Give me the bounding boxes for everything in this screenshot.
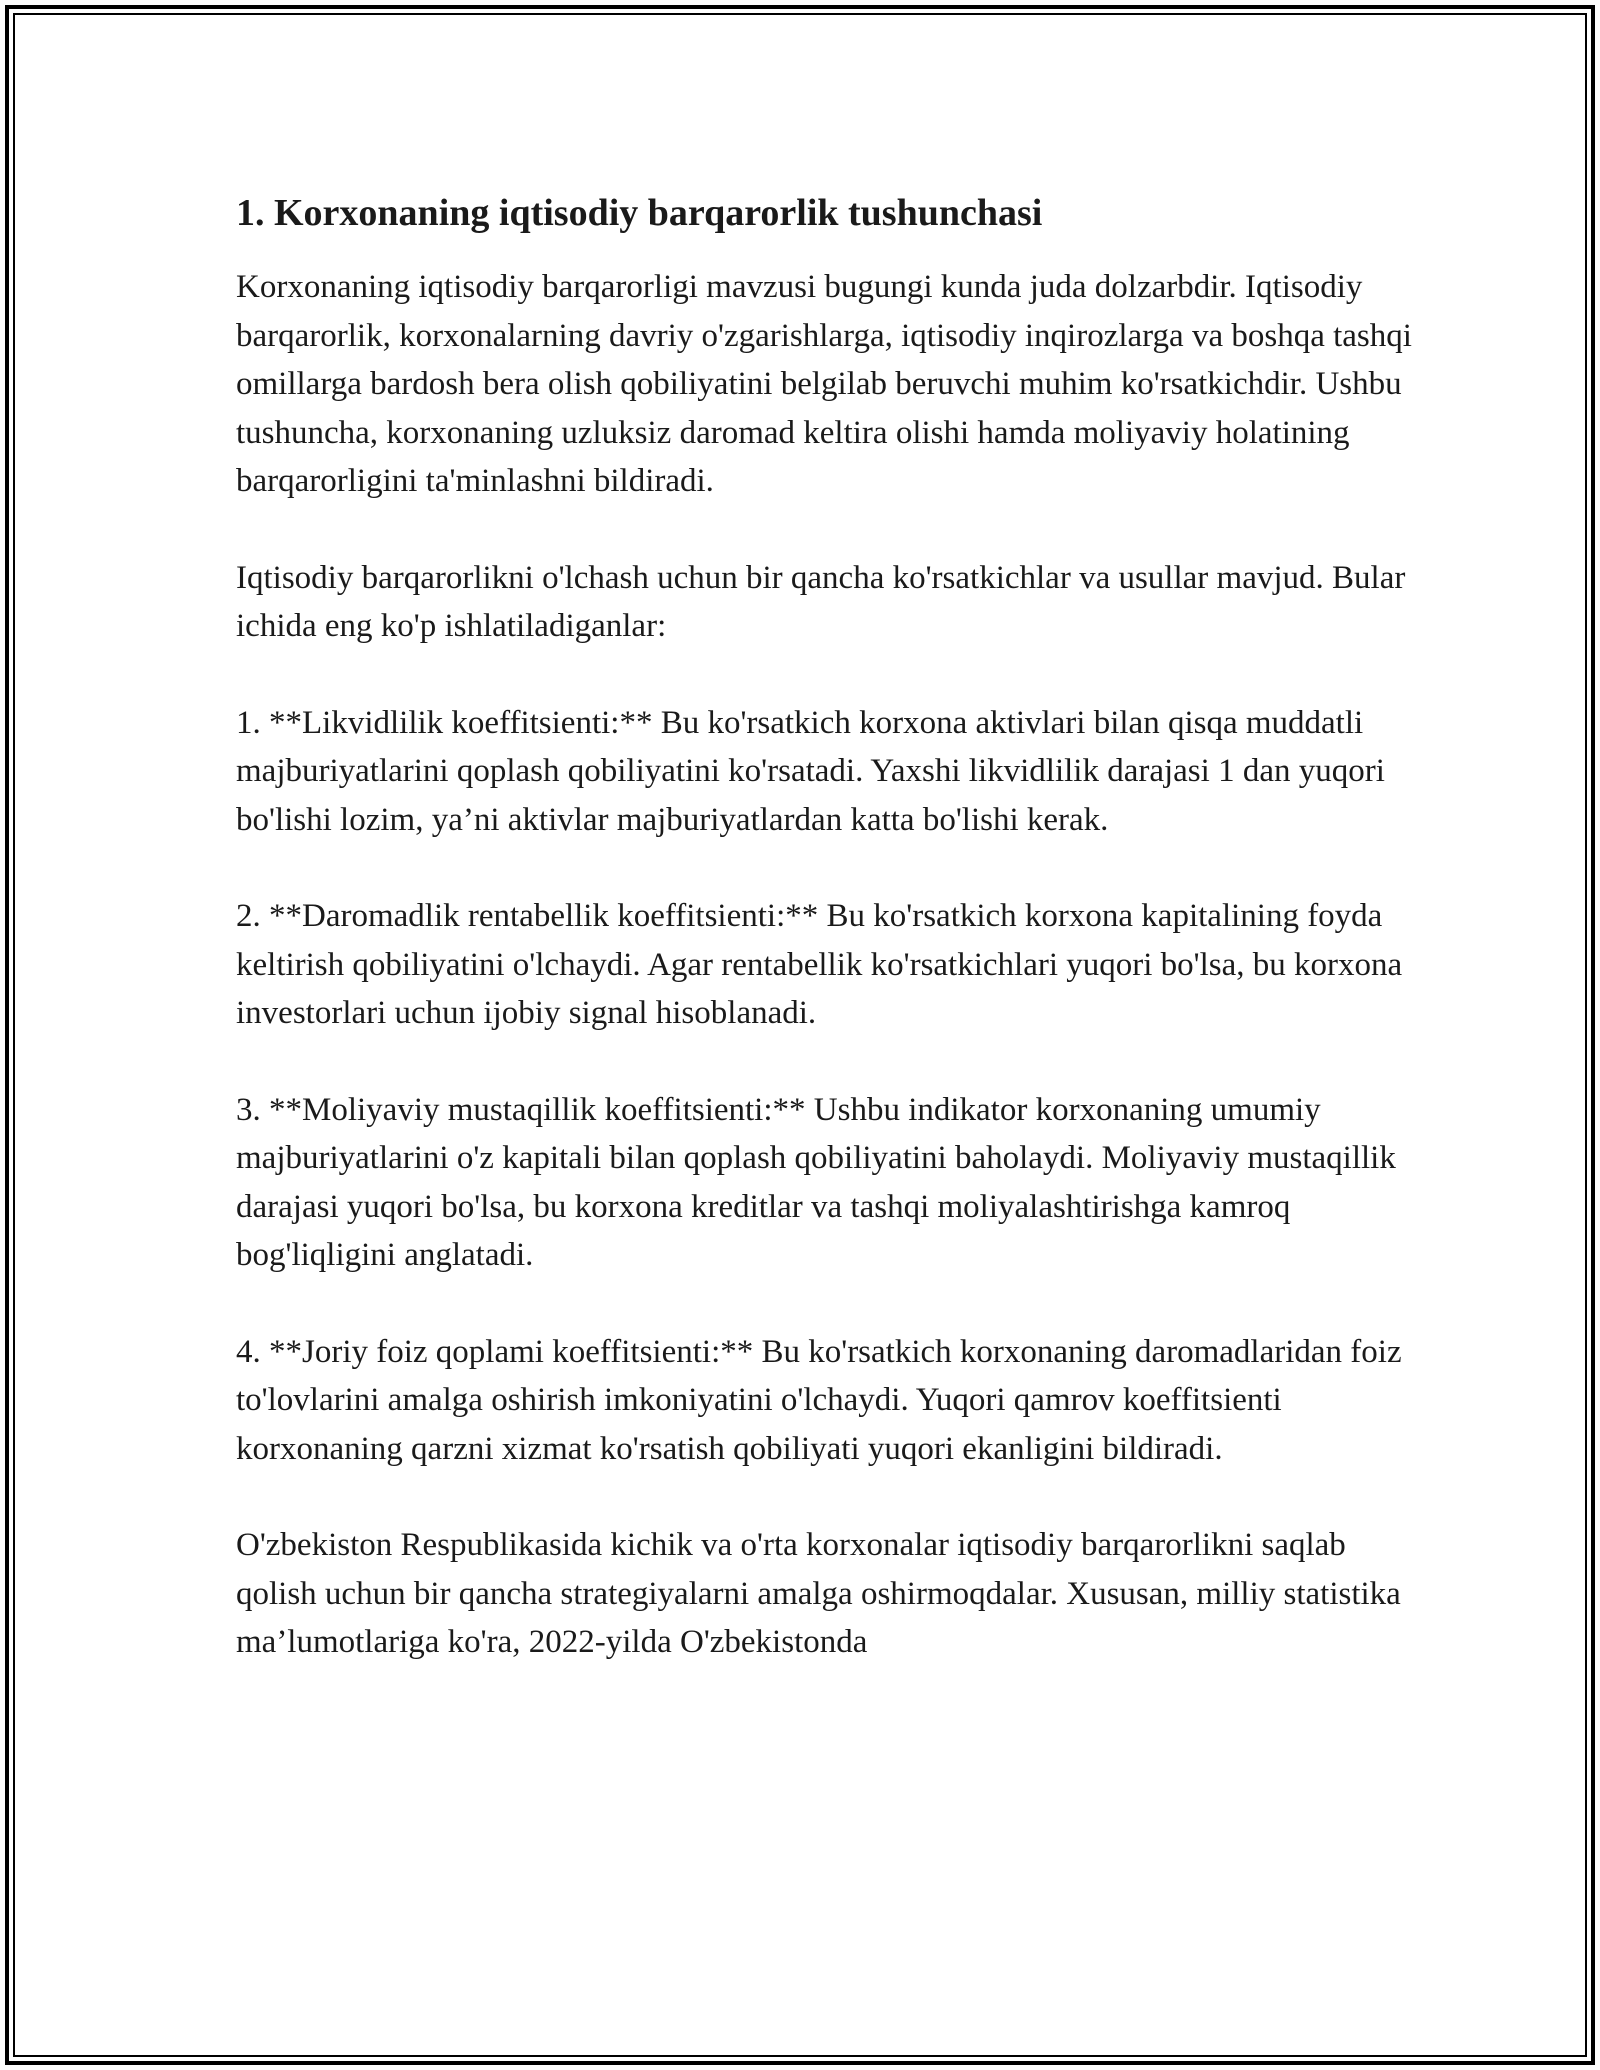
document-body (236, 185, 1416, 1667)
list-item-profitability: 2. **Daromadlik rentabellik koeffitsienti:** Bu ko'rsatkich korxona kapitalining foyda keltirish qobiliyatini o'lchaydi. Agar rentabellik ko'rsatkichlari yuqori bo'lsa, bu korxona investorlari uchun ijobiy signal hisoblanadi. (236, 898, 1403, 1031)
list-item-financial-independence: 3. **Moliyaviy mustaqillik koeffitsienti:** Ushbu indikator korxonaning umumiy majburiyatlarini o'z kapitali bilan qoplash qobiliyatini baholaydi. Moliyaviy mustaqillik darajasi yuqori bo'lsa, bu korxona kreditlar va tashqi moliyalashtirishga kamroq bog'liqligini anglatadi. (236, 1091, 1396, 1273)
intro-paragraph: Korxonaning iqtisodiy barqarorligi mavzusi bugungi kunda juda dolzarbdir. Iqtisodiy barqarorlik, korxonalarning davriy o'zgarishlarga, iqtisodiy inqirozlarga va boshqa tashqi omillarga bardosh bera olish qobiliyatini belgilab beruvchi muhim ko'rsatkichdir. Ushbu tushuncha, korxonaning uzluksiz daromad keltira olishi hamda moliyaviy holatining barqarorligini ta'minlashni bildiradi. (236, 269, 1412, 499)
list-item-interest-coverage: 4. **Joriy foiz qoplami koeffitsienti:** Bu ko'rsatkich korxonaning daromadlaridan foiz to'lovlarini amalga oshirish imkoniyatini o'lchaydi. Yuqori qamrov koeffitsienti korxonaning qarzni xizmat ko'rsatish qobiliyati yuqori ekanligini bildiradi. (236, 1333, 1402, 1467)
list-item-liquidity: 1. **Likvidlilik koeffitsienti:** Bu ko'rsatkich korxona aktivlari bilan qisqa muddatli majburiyatlarini qoplash qobiliyatini ko'rsatadi. Yaxshi likvidlilik darajasi 1 dan yuqori bo'lishi lozim, ya’ni aktivlar majburiyatlardan katta bo'lishi kerak. (236, 704, 1385, 838)
uzbekistan-paragraph: O'zbekiston Respublikasida kichik va o'rta korxonalar iqtisodiy barqarorlikni saqlab qolish uchun bir qancha strategiyalarni amalga oshirmoqdalar. Xususan, milliy statistika ma’lumotlariga ko'ra, 2022-yilda O'zbekistonda (236, 1527, 1401, 1660)
section-heading: 1. Korxonaning iqtisodiy barqarorlik tushunchasi (236, 192, 1043, 234)
indicators-intro-paragraph: Iqtisodiy barqarorlikni o'lchash uchun bir qancha ko'rsatkichlar va usullar mavjud. Bular ichida eng ko'p ishlatiladiganlar: (236, 559, 1406, 644)
